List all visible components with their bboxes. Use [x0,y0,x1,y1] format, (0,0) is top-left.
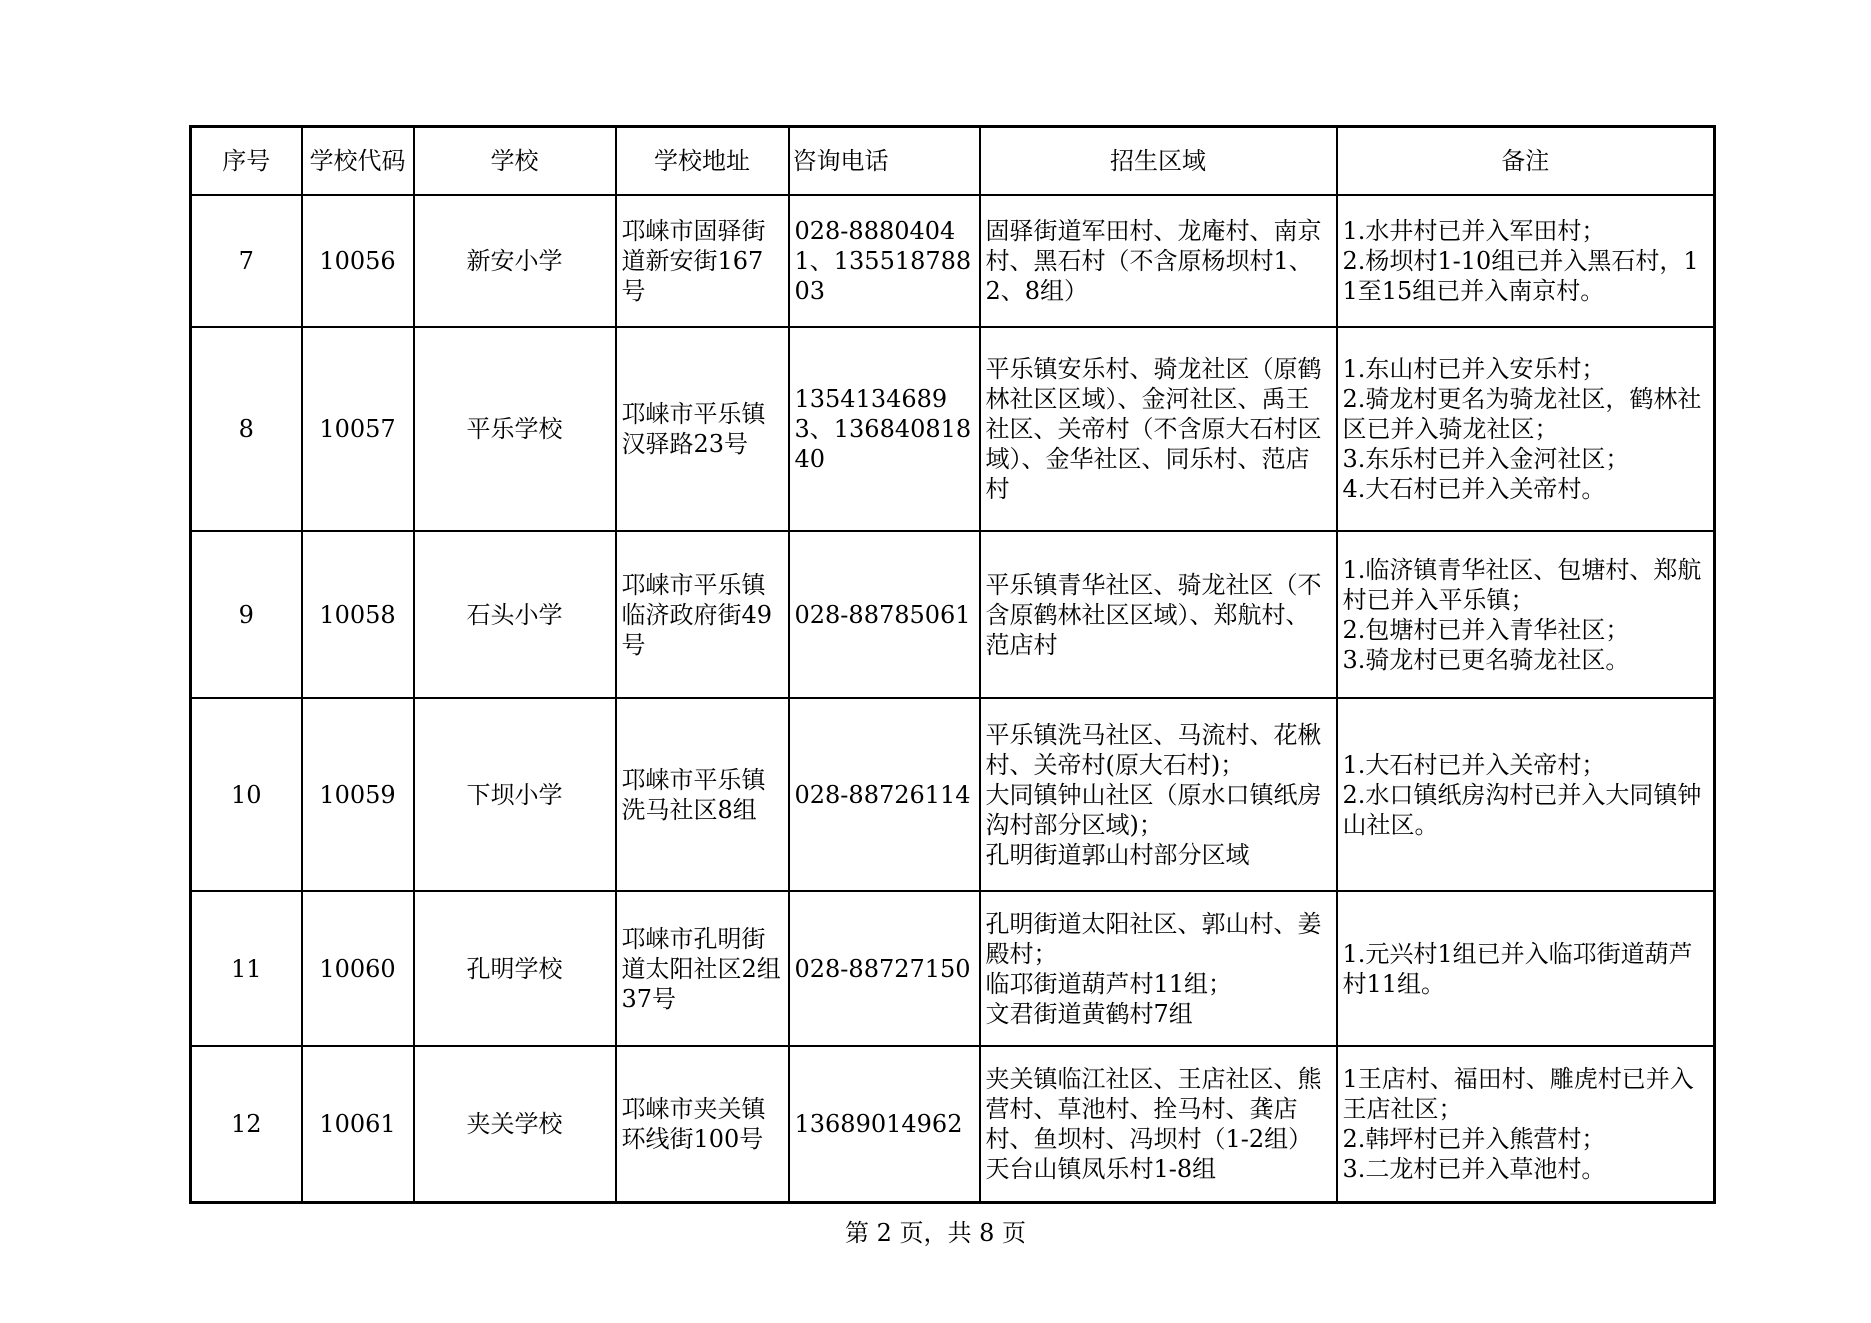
remark-line: 2.包塘村已并入青华社区； [1342,615,1630,644]
remark-line: 1.大石村已并入关帝村； [1342,750,1606,779]
row-index: 11 [191,891,302,1046]
remark-line: 1王店村、福田村、雕虎村已并入王店社区； [1342,1064,1694,1123]
area-line: 平乐镇洗马社区、马流村、花楸村、关帝村(原大石村)； [985,720,1322,779]
remark-line: 1.临济镇青华社区、包塘村、郑航村已并入平乐镇； [1342,555,1702,614]
row-address: 邛崃市孔明街道太阳社区2组37号 [616,891,789,1046]
row-phone: 028-88726114 [789,698,980,891]
row-remarks [1337,891,1715,1046]
remark-line: 1.元兴村1组已并入临邛街道葫芦村11组。 [1342,939,1693,998]
row-school-name: 孔明学校 [414,891,616,1046]
row-school-code: 10056 [302,195,414,327]
row-phone: 028-88804041、13551878803 [789,195,980,327]
row-phone: 028-88727150 [789,891,980,1046]
area-line: 夹关镇临江社区、王店社区、熊营村、草池村、拴马村、龚店村、鱼坝村、冯坝村（1-2组） [985,1064,1322,1153]
table-row [191,531,1715,698]
row-school-name: 夹关学校 [414,1046,616,1202]
row-school-name: 新安小学 [414,195,616,327]
row-enrollment-area [980,195,1337,327]
table-row [191,891,1715,1046]
row-remarks [1337,327,1715,531]
remark-line: 2.韩坪村已并入熊营村； [1342,1124,1606,1153]
row-remarks [1337,195,1715,327]
row-school-name: 平乐学校 [414,327,616,531]
area-line: 孔明街道郭山村部分区域 [985,840,1250,869]
remark-line: 4.大石村已并入关帝村。 [1342,475,1606,503]
row-index: 8 [191,327,302,531]
area-line: 文君街道黄鹤村7组 [985,999,1193,1028]
row-enrollment-area [980,327,1337,531]
row-school-name: 下坝小学 [414,698,616,891]
row-address: 邛崃市平乐镇临济政府街49号 [616,531,789,698]
row-index: 9 [191,531,302,698]
area-line: 天台山镇凤乐村1-8组 [985,1154,1217,1183]
row-school-name: 石头小学 [414,531,616,698]
row-phone: 13689014962 [789,1046,980,1202]
remark-line: 2.杨坝村1-10组已并入黑石村，11至15组已并入南京村。 [1342,247,1699,305]
table-row [191,698,1715,891]
header-row [191,127,1715,196]
header-school-code: 学校代码 [302,127,414,196]
header-phone: 咨询电话 [789,127,980,196]
area-line: 大同镇钟山社区（原水口镇纸房沟村部分区域)； [985,780,1322,839]
table-row [191,195,1715,327]
row-remarks [1337,698,1715,891]
area-line: 平乐镇安乐村、骑龙社区（原鹤林社区区域）、金河社区、禹王社区、关帝村（不含原大石村区域）、金华社区、同乐村、范店村 [985,355,1322,503]
header-area: 招生区域 [980,127,1337,196]
page-number: 第 2 页，共 8 页 [844,1219,1027,1247]
enrollment-table [189,125,1716,1204]
row-address: 邛崃市平乐镇洗马社区8组 [616,698,789,891]
header-address: 学校地址 [616,127,789,196]
remark-line: 1.水井村已并入军田村； [1342,217,1606,245]
row-school-code: 10060 [302,891,414,1046]
row-school-code: 10059 [302,698,414,891]
remark-line: 3.骑龙村已更名骑龙社区。 [1342,645,1630,674]
row-address: 邛崃市夹关镇环线街100号 [616,1046,789,1202]
row-school-code: 10058 [302,531,414,698]
remark-line: 2.水口镇纸房沟村已并入大同镇钟山社区。 [1342,780,1702,839]
area-line: 平乐镇青华社区、骑龙社区（不含原鹤林社区区域）、郑航村、范店村 [985,570,1322,659]
row-phone: 028-88785061 [789,531,980,698]
row-phone: 13541346893、13684081840 [789,327,980,531]
row-index: 7 [191,195,302,327]
area-line: 固驿街道军田村、龙庵村、南京村、黑石村（不含原杨坝村1、2、8组） [985,217,1322,305]
row-enrollment-area [980,698,1337,891]
row-enrollment-area [980,1046,1337,1202]
header-remarks: 备注 [1337,127,1715,196]
remark-line: 3.二龙村已并入草池村。 [1342,1154,1606,1183]
row-index: 10 [191,698,302,891]
area-line: 孔明街道太阳社区、郭山村、姜殿村； [985,909,1322,968]
row-school-code: 10061 [302,1046,414,1202]
area-line: 临邛街道葫芦村11组； [985,969,1233,998]
row-school-code: 10057 [302,327,414,531]
remark-line: 3.东乐村已并入金河社区； [1342,445,1630,473]
remark-line: 2.骑龙村更名为骑龙社区，鹤林社区已并入骑龙社区； [1342,385,1702,443]
row-remarks [1337,531,1715,698]
header-school: 学校 [414,127,616,196]
row-address: 邛崃市平乐镇汉驿路23号 [616,327,789,531]
row-address: 邛崃市固驿街道新安街167号 [616,195,789,327]
remark-line: 1.东山村已并入安乐村； [1342,355,1606,383]
row-remarks [1337,1046,1715,1202]
row-index: 12 [191,1046,302,1202]
table-row [191,1046,1715,1202]
header-index: 序号 [191,127,302,196]
row-enrollment-area [980,531,1337,698]
row-enrollment-area [980,891,1337,1046]
table-row [191,327,1715,531]
